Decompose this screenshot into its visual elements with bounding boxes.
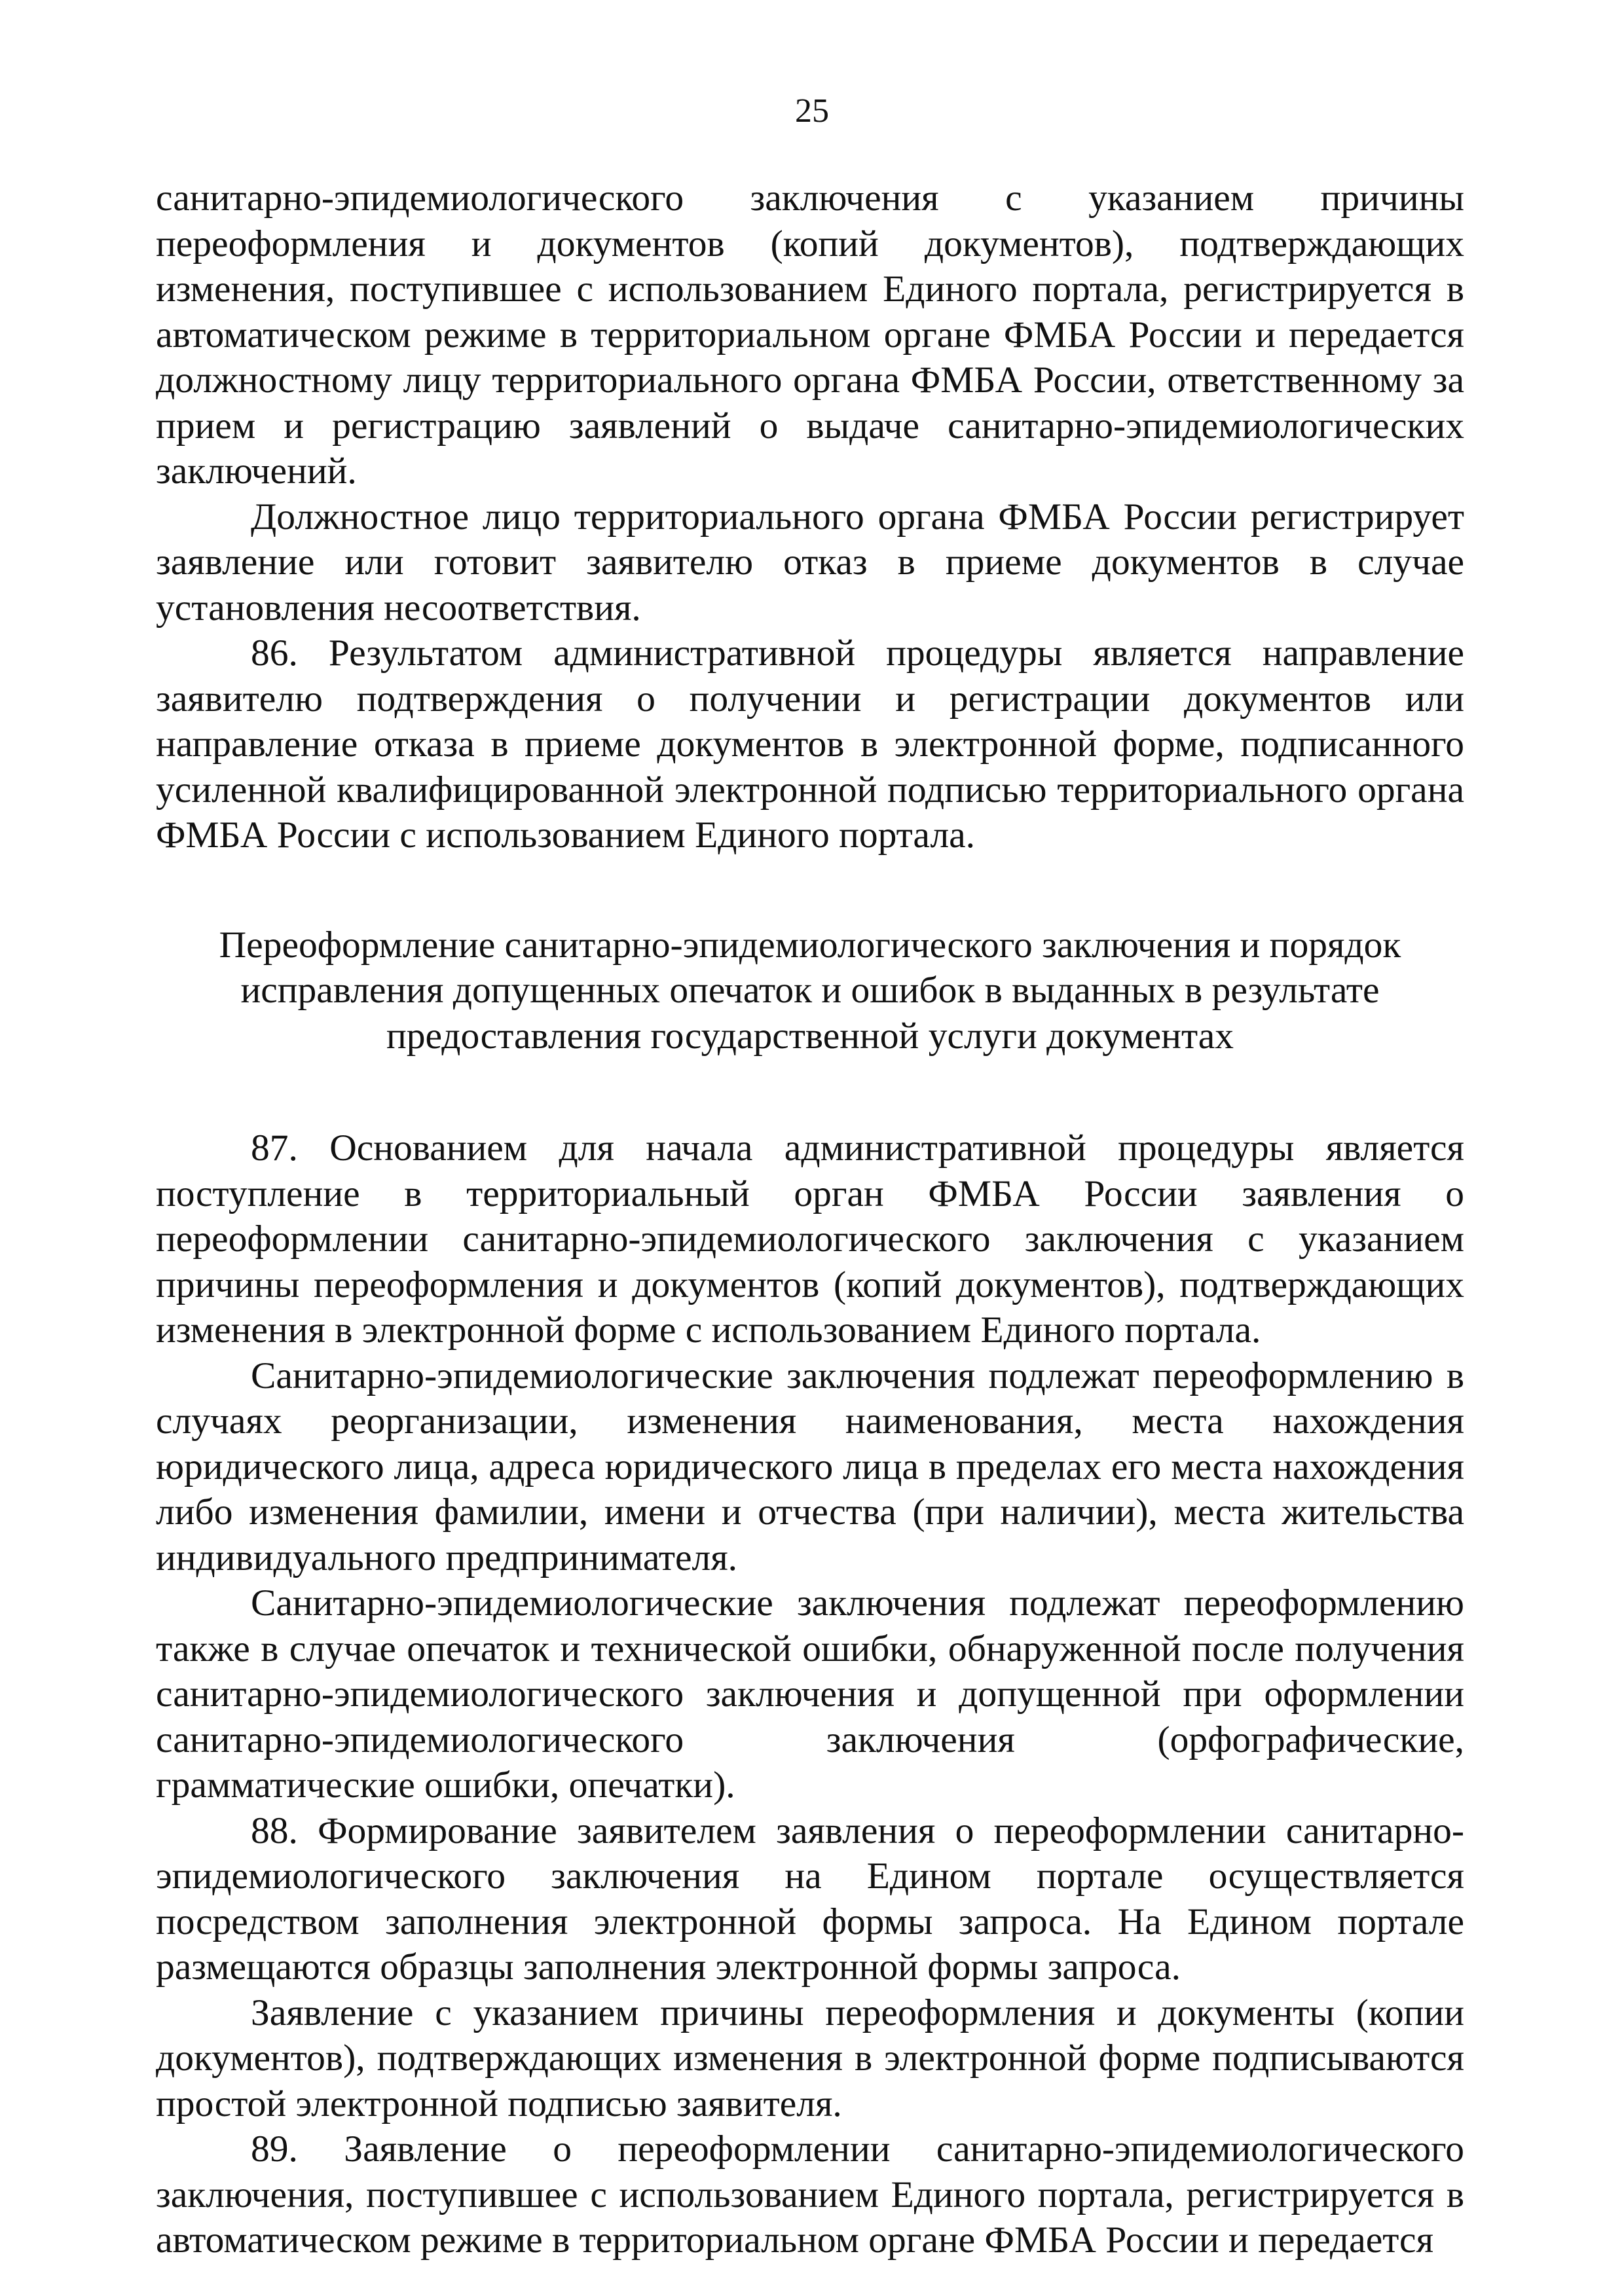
paragraph: Санитарно-эпидемиологические заключения подлежат переоформлению также в случае опечаток и технической ошибки, обнаруженной после получения санитарно-эпидемиологического заключения и допущенной при оформлении санитарно-эпидемиологического заключения (орфографические, грамматические ошибки, опечатки). [156,1582,1464,1806]
paragraph-item-87: 87. Основанием для начала административной процедуры является поступление в территориальный орган ФМБА России заявления о переоформлении санитарно-эпидемиологического заключения с указанием причины переоформления и документов (копий документов), подтверждающих изменения в электронной форме с использованием Единого портала. [156,1127,1464,1351]
section-heading-line: предоставления государственной услуги документах [386,1015,1234,1057]
paragraph: Санитарно-эпидемиологические заключения подлежат переоформлению в случаях реорганизации, изменения наименования, места нахождения юридического лица, адреса юридического лица в пределах его места нахождения либо изменения фамилии, имени и отчества (при наличии), места жительства индивидуального предпринимателя. [156,1355,1464,1578]
section-heading [156,922,1464,1059]
paragraph: Должностное лицо территориального органа ФМБА России регистрирует заявление или готовит заявителю отказ в приеме документов в случае установления несоответствия. [156,496,1464,629]
page-number: 25 [795,92,829,130]
section-heading-line: исправления допущенных опечаток и ошибок в выданных в результате [240,970,1380,1011]
paragraph: Заявление с указанием причины переоформления и документы (копии документов), подтверждающих изменения в электронной форме подписываются простой электронной подписью заявителя. [156,1992,1464,2124]
document-body [156,175,1464,2263]
paragraph-item-86: 86. Результатом административной процедуры является направление заявителю подтверждения о получении и регистрации документов или направление отказа в приеме документов в электронной форме, подписанного усиленной квалифицированной электронной подписью территориального органа ФМБА России с использованием Единого портала. [156,632,1464,856]
paragraph-item-89: 89. Заявление о переоформлении санитарно-эпидемиологического заключения, поступившее с использованием Единого портала, регистрируется в автоматическом режиме в территориальном органе ФМБА России и передается [156,2128,1464,2261]
paragraph-item-88: 88. Формирование заявителем заявления о переоформлении санитарно-эпидемиологического заключения на Едином портале осуществляется посредством заполнения электронной формы запроса. На Едином портале размещаются образцы заполнения электронной формы запроса. [156,1810,1464,1988]
section-heading-line: Переоформление санитарно-эпидемиологического заключения и порядок [219,924,1401,966]
paragraph-continuation: санитарно-эпидемиологического заключения с указанием причины переоформления и документов (копий документов), подтверждающих изменения, поступившее с использованием Единого портала, регистрируется в автоматическом режиме в территориальном органе ФМБА России и передается должностному лицу территориального органа ФМБА России, ответственному за прием и регистрацию заявлений о выдаче санитарно-эпидемиологических заключений. [156,177,1464,492]
